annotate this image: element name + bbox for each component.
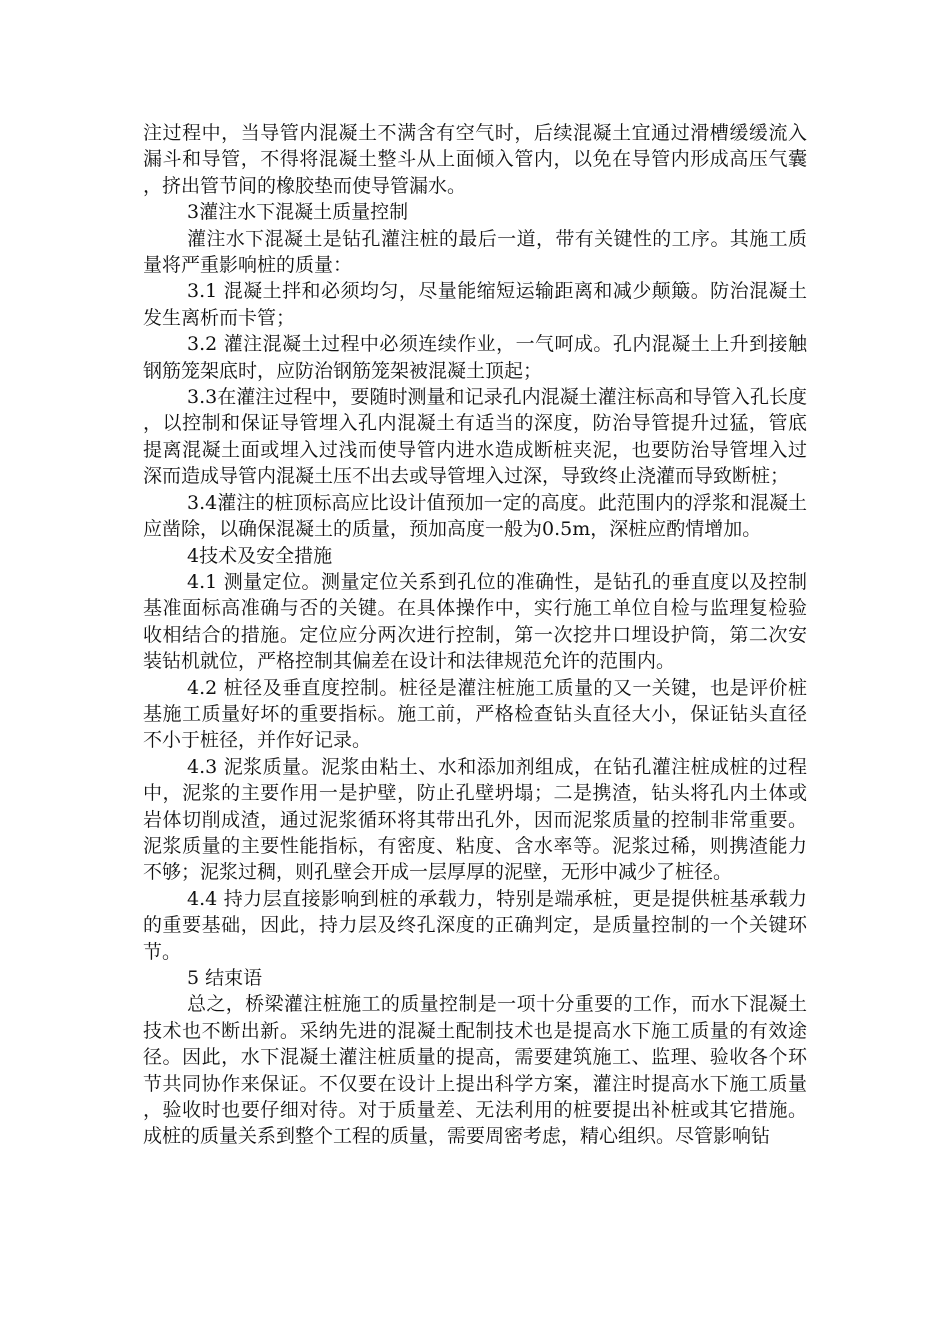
section-heading-4: 4技术及安全措施 (187, 544, 333, 567)
section-heading-5: 5 结束语 (187, 967, 263, 989)
document-body (143, 120, 807, 1150)
paragraph-4-4: 4.4 持力层直接影响到桩的承载力，特别是端承桩，更是提供桩基承载力的重要基础，因此，持力层及终孔深度的正确判定，是质量控制的一个关键环节。 (143, 887, 807, 963)
section-heading-3: 3灌注水下混凝土质量控制 (187, 201, 409, 224)
paragraph-4-1: 4.1 测量定位。测量定位关系到孔位的准确性，是钻孔的垂直度以及控制基准面标高准确与否的关键。在具体操作中，实行施工单位自检与监理复检验收相结合的措施。定位应分两次进行控制，第一次挖井口埋设护筒，第二次安装钻机就位，严格控制其偏差在设计和法律规范允许的范围内。 (143, 570, 807, 673)
paragraph-intro-3: 灌注水下混凝土是钻孔灌注桩的最后一道，带有关键性的工序。其施工质量将严重影响桩的质量： (143, 227, 807, 277)
paragraph-3-3: 3.3在灌注过程中，要随时测量和记录孔内混凝土灌注标高和导管入孔长度，以控制和保证导管埋入孔内混凝土有适当的深度，防治导管提升过猛，管底提离混凝土面或埋入过浅而使导管内进水造成断桩夹泥，也要防治导管埋入过深而造成导管内混凝土压不出去或导管埋入过深，导致终止浇灌而导致断桩； (143, 386, 807, 488)
paragraph-conclusion: 总之，桥梁灌注桩施工的质量控制是一项十分重要的工作，而水下混凝土技术也不断出新。采纳先进的混凝土配制技术也是提高水下施工质量的有效途径。因此，水下混凝土灌注桩质量的提高，需要建筑施工、监理、验收各个环节共同协作来保证。不仅要在设计上提出科学方案，灌注时提高水下施工质量，验收时也要仔细对待。对于质量差、无法利用的桩要提出补桩或其它措施。成桩的质量关系到整个工程的质量，需要周密考虑，精心组织。尽管影响钻 (143, 993, 807, 1148)
paragraph-3-2: 3.2 灌注混凝土过程中必须连续作业，一气呵成。孔内混凝土上升到接触钢筋笼架底时，应防治钢筋笼架被混凝土顶起； (143, 333, 807, 382)
paragraph-continuation: 注过程中，当导管内混凝土不满含有空气时，后续混凝土宜通过滑槽缓缓流入漏斗和导管，不得将混凝土整斗从上面倾入管内，以免在导管内形成高压气囊，挤出管节间的橡胶垫而使导管漏水。 (143, 122, 807, 197)
paragraph-4-2: 4.2 桩径及垂直度控制。桩径是灌注桩施工质量的又一关键，也是评价桩基施工质量好坏的重要指标。施工前，严格检查钻头直径大小，保证钻头直径不小于桩径，并作好记录。 (143, 676, 807, 752)
paragraph-3-4: 3.4灌注的桩顶标高应比设计值预加一定的高度。此范围内的浮浆和混凝土应凿除，以确保混凝土的质量，预加高度一般为0.5m，深桩应酌情增加。 (143, 491, 807, 541)
paragraph-3-1: 3.1 混凝土拌和必须均匀，尽量能缩短运输距离和减少颠簸。防治混凝土发生离析而卡管； (143, 280, 807, 329)
paragraph-4-3: 4.3 泥浆质量。泥浆由粘土、水和添加剂组成，在钻孔灌注桩成桩的过程中，泥浆的主要作用一是护壁，防止孔壁坍塌；二是携渣，钻头将孔内土体或岩体切削成渣，通过泥浆循环将其带出孔外，因而泥浆质量的控制非常重要。泥浆质量的主要性能指标，有密度、粘度、含水率等。泥浆过稀，则携渣能力不够；泥浆过稠，则孔壁会开成一层厚厚的泥壁，无形中减少了桩径。 (143, 755, 807, 884)
